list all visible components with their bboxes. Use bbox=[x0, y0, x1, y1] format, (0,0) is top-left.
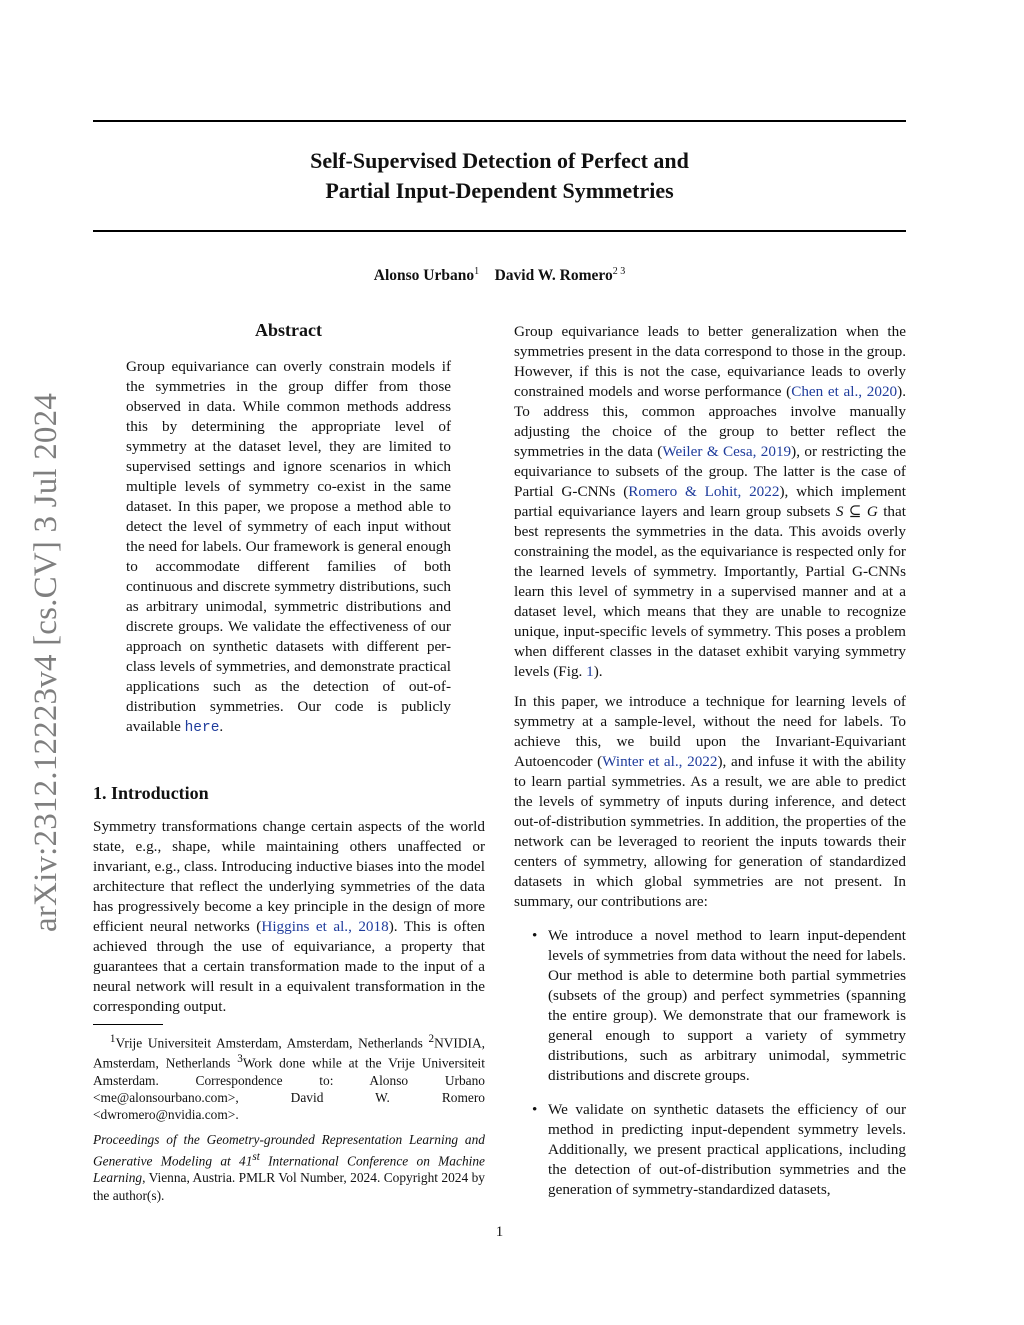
author-name: Alonso Urbano bbox=[373, 267, 475, 285]
code-link[interactable]: here bbox=[184, 720, 220, 736]
paper-title bbox=[93, 146, 906, 206]
citation-link[interactable]: Chen et al., 2020 bbox=[791, 383, 898, 400]
body-text: ). To address this, common approaches involve manually adjusting the choice of the group to better reflect the symmetries in the data ( bbox=[514, 383, 906, 460]
paragraph bbox=[514, 322, 906, 682]
author-affiliation: 1 bbox=[474, 266, 480, 277]
list-item bbox=[514, 1100, 906, 1200]
title-bottom-rule bbox=[93, 230, 906, 232]
title-line-2: Partial Input-Dependent Symmetries bbox=[325, 178, 674, 203]
proceedings-italic: International Conference on Machine Learning bbox=[93, 1152, 485, 1186]
footnote-rule bbox=[93, 1024, 163, 1025]
body-text: ), or restricting the equivariance to subsets of the group. The latter is the case of Partial G-CNNs ( bbox=[514, 443, 906, 500]
section-heading-introduction: 1. Introduction bbox=[93, 783, 209, 803]
arxiv-identifier: arXiv:2312.12223v4 [cs.CV] 3 Jul 2024 bbox=[28, 392, 64, 932]
citation-link[interactable]: Winter et al., 2022 bbox=[602, 753, 718, 770]
proceedings-text: , Vienna, Austria. PMLR Vol Number, 2024. Copyright 2024 by the author(s). bbox=[93, 1170, 485, 1203]
abstract-body bbox=[126, 357, 451, 738]
proceedings-ordinal-suffix: st bbox=[252, 1150, 260, 1163]
page-number: 1 bbox=[495, 1224, 504, 1240]
math-expression: S ⊆ G bbox=[835, 503, 878, 520]
paragraph bbox=[514, 692, 906, 912]
proceedings-italic: Proceedings of the Geometry-grounded Representation Learning and Generative Modeling at bbox=[93, 1132, 485, 1168]
author-list bbox=[93, 266, 906, 285]
intro-text: Symmetry transformations change certain aspects of the world state, e.g., shape, while maintaining others unaffected or invariant, e.g., class. Introducing inductive biases into the model architecture that reflect the underlying symmetries of the data has progressively become a key principle in the design of more efficient neural networks ( bbox=[93, 818, 485, 935]
author-name: David W. Romero bbox=[494, 267, 613, 285]
citation-link[interactable]: Weiler & Cesa, 2019 bbox=[662, 443, 792, 460]
bullet-icon: • bbox=[532, 927, 538, 944]
title-line-1: Self-Supervised Detection of Perfect and bbox=[310, 148, 689, 173]
affiliation-footnote bbox=[93, 1031, 485, 1123]
bullet-icon: • bbox=[532, 1101, 538, 1118]
affiliation-text: Work done while at the Vrije Universiteit Amsterdam. Correspondence to: Alonso Urbano <me@alonsourbano.com>, David W. Romero <dwromero@nvidia.com>. bbox=[93, 1055, 485, 1122]
footnote-marker: 3 bbox=[237, 1053, 243, 1066]
body-text: ), which implement partial equivariance layers and learn group subsets bbox=[514, 483, 906, 520]
affiliation-text: Vrije Universiteit Amsterdam, Amsterdam, Netherlands bbox=[115, 1035, 429, 1051]
list-item-text: We introduce a novel method to learn input-dependent levels of symmetries from data without the need for labels. Our method is able to determine both partial symmetries (subsets of the group) and perfect symmetries (spanning the entire group). We demonstrate that our framework is general enough to support a variety of symmetry distributions, such as arbitrary unimodal, symmetric distributions and discrete groups. bbox=[548, 927, 906, 1084]
list-item bbox=[514, 926, 906, 1086]
body-text: ). bbox=[593, 663, 603, 680]
abstract-text: Group equivariance can overly constrain models if the symmetries in the group differ from those observed in data. While common methods address this by determining the appropriate level of symmetry at the dataset level, they are limited to supervised settings and ignore scenarios in which multiple levels of symmetry co-exist in the same dataset. In this paper, we propose a method able to detect the level of symmetry of each input without the need for labels. Our framework is general enough to accommodate different families of both continuous and discrete symmetry distributions, such as arbitrary unimodal, symmetric distributions and discrete groups. We validate the effectiveness of our approach on synthetic datasets with different per-class levels of symmetries, and demonstrate practical applications such as the detection of out-of-distribution symmetries. Our code is publicly available bbox=[126, 358, 451, 735]
proceedings-note bbox=[93, 1131, 485, 1204]
top-rule bbox=[93, 120, 906, 122]
body-text: that best represents the symmetries in the data. This avoids overly constraining the model, as the equivariance is respected only for the learned levels of symmetry. Importantly, Partial G-CNNs learn this level of symmetry in a supervised manner and at a dataset level, which means that they are unable to recognize unique, input-specific levels of symmetry. This poses a problem when different classes in the dataset exhibit varying symmetry levels (Fig. bbox=[514, 503, 906, 680]
footnote-marker: 1 bbox=[109, 1033, 116, 1045]
abstract-end: . bbox=[219, 718, 224, 735]
contributions-list bbox=[514, 926, 906, 1200]
list-item-text: We validate on synthetic datasets the efficiency of our method in predicting input-dependent symmetry levels. Additionally, we present practical applications, including the detection of out-of-distribution symmetries and the generation of symmetry-standardized datasets, bbox=[548, 1101, 906, 1198]
figure-reference-link[interactable]: 1 bbox=[586, 663, 594, 680]
right-column-body bbox=[514, 322, 906, 912]
body-text: ), and infuse it with the ability to learn partial symmetries. As a result, we are able to predict the levels of symmetry of inputs during inference, and detect out-of-distribution symmetries. In addition, the properties of the network can be leveraged to reorient the inputs towards their centers of symmetry, allowing for generation of standardized datasets in which global symmetries are not present. In summary, our contributions are: bbox=[514, 753, 907, 910]
citation-link[interactable]: Higgins et al., 2018 bbox=[261, 918, 389, 935]
body-text: In this paper, we introduce a technique for learning levels of symmetry at a sample-level, without the need for labels. To achieve this, we build upon the Invariant-Equivariant Autoencoder ( bbox=[514, 693, 906, 770]
proceedings-ordinal: 41 bbox=[239, 1152, 253, 1168]
body-text: Group equivariance leads to better generalization when the symmetries present in the data correspond to those in the group. However, if this is not the case, equivariance leads to overly constrained models and worse performance ( bbox=[514, 323, 906, 400]
intro-text: ). This is often achieved through the use of equivariance, a property that guarantees that a certain transformation made to the input of a neural network will result in a equivalent transformation in the corresponding output. bbox=[93, 918, 485, 1015]
intro-body bbox=[93, 817, 485, 1017]
affiliation-text: NVIDIA, Amsterdam, Netherlands bbox=[93, 1035, 486, 1071]
author-affiliation: 2 3 bbox=[612, 266, 626, 277]
footnote-marker: 2 bbox=[428, 1033, 435, 1045]
abstract-heading: Abstract bbox=[255, 320, 322, 340]
citation-link[interactable]: Romero & Lohit, 2022 bbox=[628, 483, 780, 500]
